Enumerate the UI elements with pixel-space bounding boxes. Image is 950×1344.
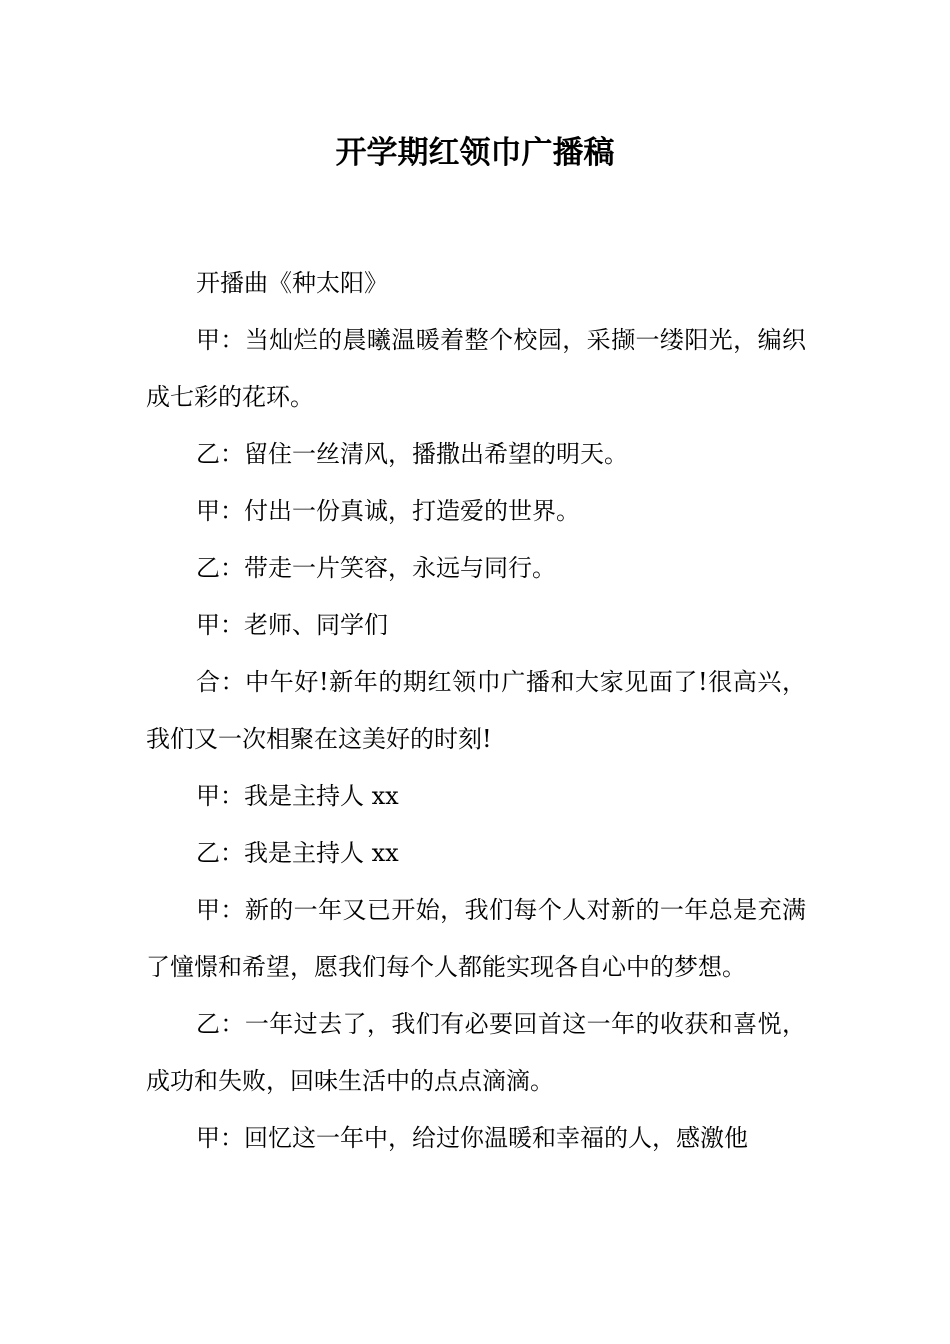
document-body [146, 255, 806, 1167]
paragraph: 甲：新的一年又已开始，我们每个人对新的一年总是充满了憧憬和希望，愿我们每个人都能实现各自心中的梦想。 [146, 896, 806, 981]
paragraph: 甲：付出一份真诚，打造爱的世界。 [196, 497, 580, 525]
paragraph: 乙：一年过去了，我们有必要回首这一年的收获和喜悦，成功和失败，回味生活中的点点滴滴。 [146, 1010, 806, 1095]
document-title: 开学期红领巾广播稿 [335, 135, 615, 171]
paragraph: 乙：我是主持人 xx [196, 839, 399, 867]
paragraph: 乙：留住一丝清风，播撒出希望的明天。 [196, 440, 628, 468]
paragraph: 合：中午好!新年的期红领巾广播和大家见面了!很高兴，我们又一次相聚在这美好的时刻! [146, 668, 806, 753]
paragraph: 甲：当灿烂的晨曦温暖着整个校园，采撷一缕阳光，编织成七彩的花环。 [146, 326, 806, 411]
paragraph: 乙：带走一片笑容，永远与同行。 [196, 554, 556, 582]
paragraph: 甲：老师、同学们 [196, 611, 388, 639]
paragraph: 甲：回忆这一年中，给过你温暖和幸福的人，感激他 [196, 1124, 748, 1152]
paragraph: 开播曲《种太阳》 [196, 269, 388, 297]
paragraph: 甲：我是主持人 xx [196, 782, 399, 810]
